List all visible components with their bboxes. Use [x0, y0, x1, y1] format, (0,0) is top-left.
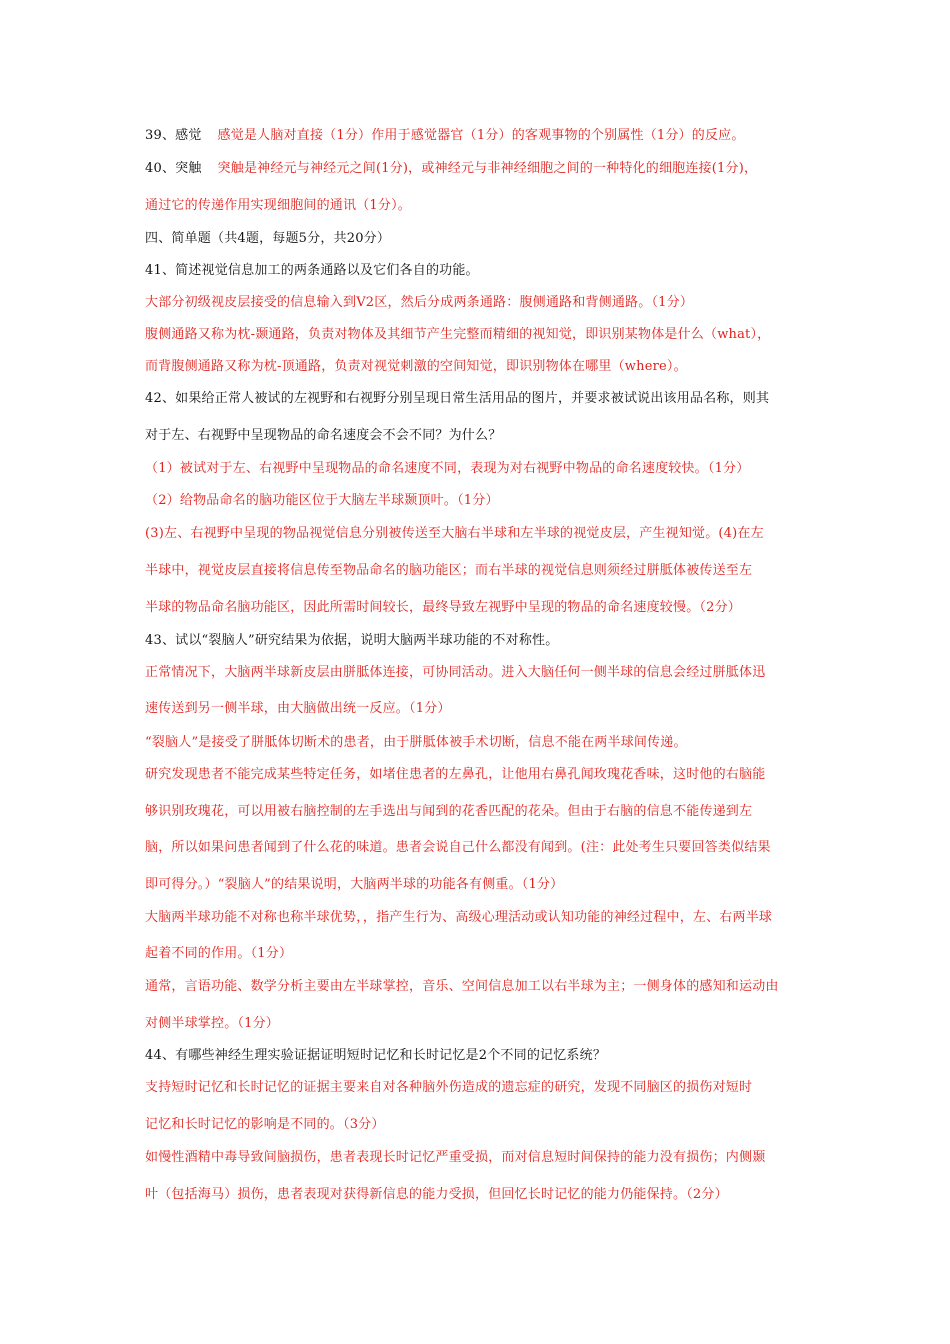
term-answer: 突触是神经元与神经元之间(1分)，或神经元与非神经细胞之间的一种特化的细胞连接(1分)， — [217, 161, 758, 176]
answer-line: 记忆和长时记忆的影响是不同的。（3分） — [145, 1117, 385, 1132]
answer-line: 够识别玫瑰花，可以用被右脑控制的左手选出与闻到的花香匹配的花朵。但由于右脑的信息不能传递到左 — [145, 804, 753, 819]
answer-line: 研究发现患者不能完成某些特定任务，如堵住患者的左鼻孔，让他用右鼻孔闻玫瑰花香味，这时他的右脑能 — [145, 767, 766, 782]
answer-line: 脑，所以如果问患者闻到了什么花的味道。患者会说自己什么都没有闻到。(注：此处考生只要回答类似结果 — [145, 840, 771, 855]
term-answer: 感觉是人脑对直接（1分）作用于感觉器官（1分）的客观事物的个别属性（1分）的反应。 — [217, 128, 745, 143]
answer-line: （2）给物品命名的脑功能区位于大脑左半球颞顶叶。（1分） — [145, 493, 499, 508]
term-label: 39、感觉 — [145, 128, 202, 143]
answer-line: (3)左、右视野中呈现的物品视觉信息分别被传送至大脑右半球和左半球的视觉皮层，产生视知觉。(4)在左 — [145, 526, 764, 541]
answer-line: 如慢性酒精中毒导致间脑损伤，患者表现长时记忆严重受损，而对信息短时间保持的能力没有损伤；内侧颞 — [145, 1150, 766, 1165]
answer-line: 支持短时记忆和长时记忆的证据主要来自对各种脑外伤造成的遗忘症的研究，发现不同脑区的损伤对短时 — [145, 1080, 753, 1095]
answer-line: 而背腹侧通路又称为枕-顶通路，负责对视觉刺激的空间知觉，即识别物体在哪里（where）。 — [145, 359, 687, 374]
question-43: 43、试以“裂脑人”研究结果为依据，说明大脑两半球功能的不对称性。 — [145, 633, 559, 648]
question-41: 41、简述视觉信息加工的两条通路以及它们各自的功能。 — [145, 263, 479, 278]
answer-line: 叶（包括海马）损伤，患者表现对获得新信息的能力受损，但回忆长时记忆的能力仍能保持。（2分） — [145, 1187, 728, 1202]
answer-line: 对侧半球掌控。（1分） — [145, 1016, 279, 1031]
section-title: 四、简单题（共4题，每题5分，共20分） — [145, 231, 391, 246]
answer-line: 速传送到另一侧半球，由大脑做出统一反应。（1分） — [145, 701, 451, 716]
answer-line: 半球中，视觉皮层直接将信息传至物品命名的脑功能区；而右半球的视觉信息则须经过胼胝体被传送至左 — [145, 563, 753, 578]
answer-line: 半球的物品命名脑功能区，因此所需时间较长，最终导致左视野中呈现的物品的命名速度较慢。（2分） — [145, 600, 741, 615]
answer-line: 大脑两半球功能不对称也称半球优势，，指产生行为、高级心理活动或认知功能的神经过程中，左、右两半球 — [145, 910, 773, 925]
answer-line: 腹侧通路又称为枕-颞通路，负责对物体及其细节产生完整而精细的视知觉，即识别某物体是什么（what）， — [145, 327, 771, 342]
answer-line: （1）被试对于左、右视野中呈现物品的命名速度不同，表现为对右视野中物品的命名速度较快。（1分） — [145, 461, 750, 476]
answer-line: 大部分初级视皮层接受的信息输入到V2区，然后分成两条通路：腹侧通路和背侧通路。（1分） — [145, 295, 694, 310]
question-44: 44、有哪些神经生理实验证据证明短时记忆和长时记忆是2个不同的记忆系统？ — [145, 1048, 607, 1063]
question-42-continued: 对于左、右视野中呈现物品的命名速度会不会不同？为什么？ — [145, 428, 502, 443]
answer-line: “裂脑人”是接受了胼胝体切断术的患者，由于胼胝体被手术切断，信息不能在两半球间传递。 — [145, 735, 687, 750]
answer-line: 正常情况下，大脑两半球新皮层由胼胝体连接，可协同活动。进入大脑任何一侧半球的信息会经过胼胝体迅 — [145, 665, 766, 680]
answer-line: 即可得分。）“裂脑人”的结果说明，大脑两半球的功能各有侧重。（1分） — [145, 877, 564, 892]
answer-line: 起着不同的作用。（1分） — [145, 946, 293, 961]
term-39 — [145, 128, 745, 144]
term-label: 40、突触 — [145, 161, 202, 176]
term-40 — [145, 161, 757, 177]
question-42: 42、如果给正常人被试的左视野和右视野分别呈现日常生活用品的图片，并要求被试说出该用品名称，则其 — [145, 391, 770, 406]
term-answer-continued: 通过它的传递作用实现细胞间的通讯（1分）。 — [145, 198, 411, 213]
answer-line: 通常，言语功能、数学分析主要由左半球掌控，音乐、空间信息加工以右半球为主；一侧身体的感知和运动由 — [145, 979, 779, 994]
